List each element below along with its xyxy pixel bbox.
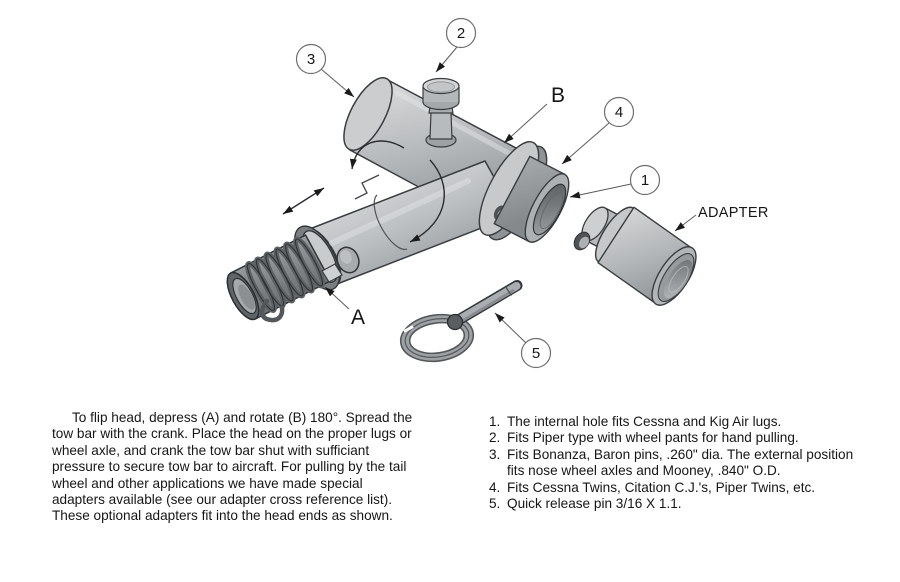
note-number: 3.	[489, 446, 501, 462]
label-b: B	[550, 84, 566, 107]
leader-4	[562, 123, 609, 164]
quick-release-pin	[398, 286, 517, 366]
slide-arrow	[283, 188, 324, 214]
callout-2-label: 2	[456, 25, 466, 43]
note-text: Quick release pin 3/16 X 1.1.	[507, 496, 682, 512]
keyway-notch	[355, 175, 379, 199]
note-number: 2.	[489, 430, 501, 446]
label-adapter: ADAPTER	[698, 205, 769, 221]
note-number: 4.	[489, 479, 501, 495]
instructions-text: To flip head, depress (A) and rotate (B) 180°. Spread the tow bar with the crank. Place the head on the proper lugs or wheel axle, and crank the tow bar shut with sufficiant pressure to secure tow bar to aircraft. For pulling by the tail wheel and other applications we have made special adapters available (see our adapter cross reference list). These optional adapters fit into the head ends as shown.	[52, 410, 413, 524]
leader-1	[570, 184, 631, 197]
note-text: Fits Piper type with wheel pants for hand pulling.	[507, 430, 799, 446]
adapter	[571, 201, 704, 312]
callout-4	[605, 98, 634, 127]
leader-2	[436, 47, 457, 72]
callout-5	[522, 339, 551, 368]
callout-1-label: 1	[640, 172, 650, 190]
leader-adapter	[675, 215, 696, 231]
note-number: 1.	[489, 414, 501, 429]
note-number: 5.	[489, 496, 501, 512]
pin-head	[448, 315, 463, 330]
leader-b	[504, 104, 547, 143]
callout-3	[297, 45, 326, 74]
note-item-1	[489, 414, 867, 430]
notes-list	[489, 414, 867, 512]
label-a: A	[350, 306, 366, 329]
instructions-paragraph	[52, 410, 418, 525]
note-item-5	[489, 496, 867, 512]
note-text: Fits Cessna Twins, Citation C.J.'s, Piper Twins, etc.	[507, 479, 816, 495]
callout-3-label: 3	[306, 51, 316, 69]
note-item-2	[489, 430, 867, 446]
callout-2	[447, 19, 476, 48]
note-text: The internal hole fits Cessna and Kig Air lugs.	[507, 414, 782, 429]
leader-5	[495, 313, 526, 343]
leader-a	[325, 287, 349, 309]
callout-5-label: 5	[531, 345, 541, 363]
note-item-4	[489, 480, 867, 496]
callout-1	[631, 166, 660, 195]
note-text: Fits Bonanza, Baron pins, .260" dia. The external position fits nose wheel axles and Mooney, .840" O.D.	[507, 446, 854, 479]
callout-4-label: 4	[614, 104, 624, 122]
numbered-notes	[489, 414, 867, 512]
leader-3	[321, 69, 354, 97]
note-item-3	[489, 447, 867, 480]
